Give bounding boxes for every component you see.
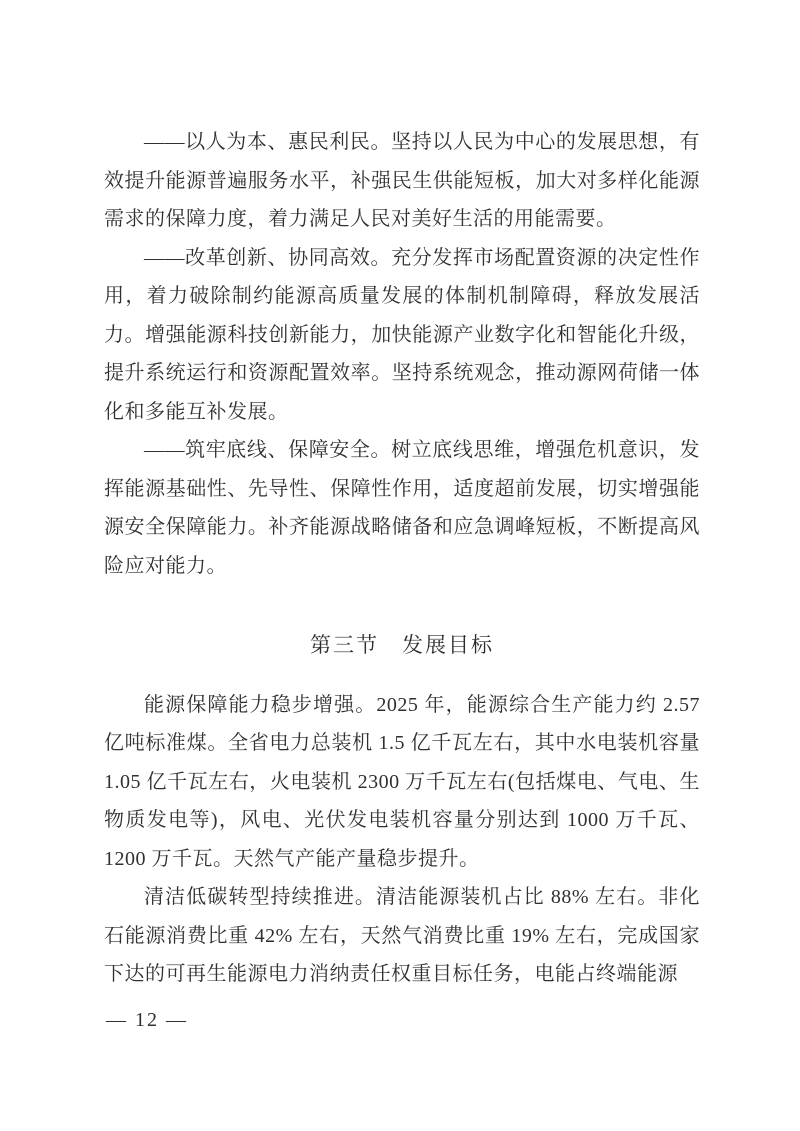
- paragraph-people-first: [104, 123, 700, 239]
- paragraph-body: 2025 年，能源综合生产能力约 2.57 亿吨标准煤。全省电力总装机 1.5 亿千瓦左右，其中水电装机容量 1.05 亿千瓦左右，火电装机 2300 万千瓦左右(包括煤电、气电、生物质发电等)，风电、光伏发电装机容量分别达到 1000 万千瓦、1200 万千瓦。天然气产能产量稳步提升。: [104, 693, 700, 870]
- paragraph-reform-innovation: [104, 239, 700, 432]
- paragraph-body: 充分发挥市场配置资源的决定性作用，着力破除制约能源高质量发展的体制机制障碍，释放发展活力。增强能源科技创新能力，加快能源产业数字化和智能化升级，提升系统运行和资源配置效率。坚持系统观念，推动源网荷储一体化和多能互补发展。: [104, 246, 701, 423]
- paragraph-security-bottom-line: [104, 431, 700, 585]
- page-body: [104, 123, 700, 994]
- paragraph-lead: ——以人为本、惠民利民。: [144, 131, 392, 153]
- section-heading: 第三节 发展目标: [310, 633, 494, 657]
- paragraph-lead: ——筑牢底线、保障安全。: [144, 439, 392, 461]
- paragraph-lead: ——改革创新、协同高效。: [144, 246, 392, 269]
- paragraph-clean-low-carbon: [104, 878, 700, 994]
- paragraph-energy-supply-capacity: [104, 686, 700, 879]
- paragraph-lead: 清洁低碳转型持续推进。: [144, 886, 377, 908]
- paragraph-body: 树立底线思维，增强危机意识，发挥能源基础性、先导性、保障性作用，适度超前发展，切实增强能源安全保障能力。补齐能源战略储备和应急调峰短板，不断提高风险应对能力。: [104, 439, 701, 577]
- paragraph-body: 坚持以人民为中心的发展思想，有效提升能源普遍服务水平，补强民生供能短板，加大对多样化能源需求的保障力度，着力满足人民对美好生活的用能需要。: [104, 131, 701, 230]
- paragraph-body: 清洁能源装机占比 88% 左右。非化石能源消费比重 42% 左右，天然气消费比重 19% 左右，完成国家下达的可再生能源电力消纳责任权重目标任务，电能占终端能源: [104, 886, 700, 985]
- paragraph-lead: 能源保障能力稳步增强。: [144, 693, 377, 716]
- page-number: — 12 —: [106, 1009, 188, 1031]
